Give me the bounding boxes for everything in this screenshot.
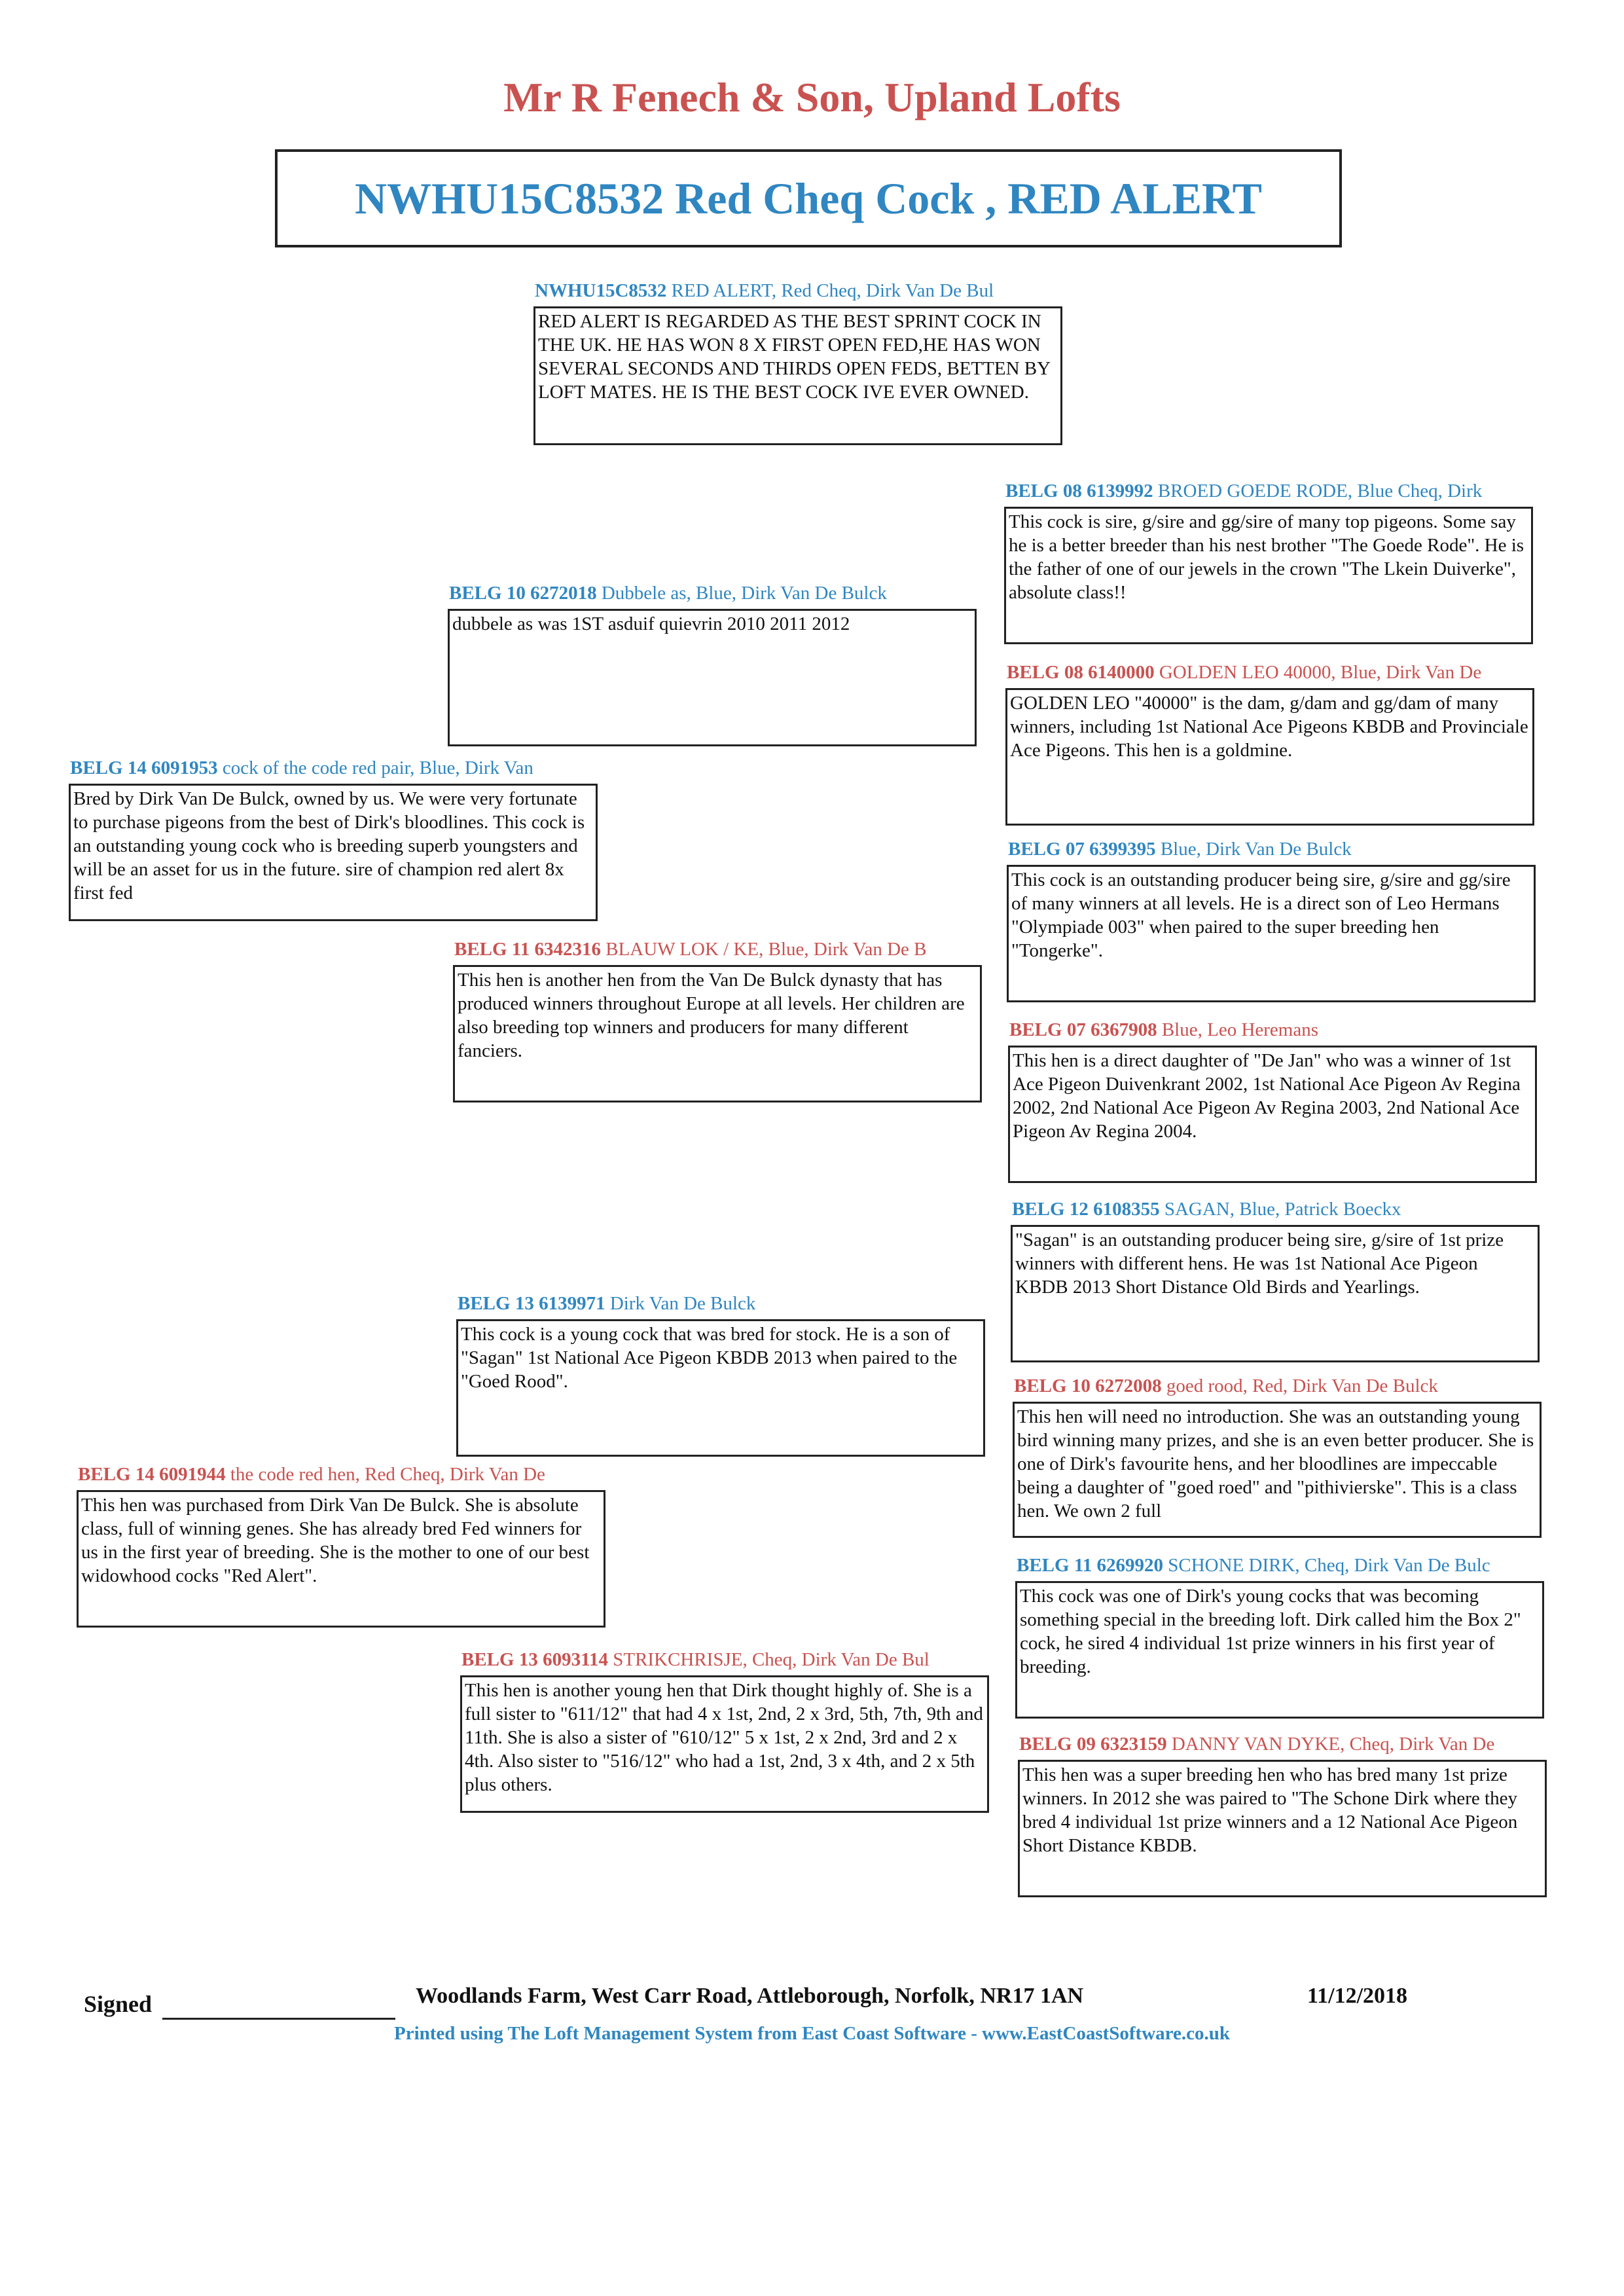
bird-description: goed rood, Red, Dirk Van De Bulck xyxy=(1166,1376,1438,1396)
loft-address: Woodlands Farm, West Carr Road, Attleborough, Norfolk, NR17 1AN xyxy=(416,1984,1084,2008)
bird-note-ggp-2: GOLDEN LEO "40000" is the dam, g/dam and gg/dam of many winners, including 1st National Ace Pigeons KBDB and Provinciale Ace Pigeons. This hen is a goldmine. xyxy=(1005,688,1534,826)
bird-ring-number: NWHU15C8532 xyxy=(535,280,667,301)
bird-note-ggp-8: This hen was a super breeding hen who has bred many 1st prize winners. In 2012 she was paired to "The Schone Dirk where they bred 4 individual 1st prize winners and a 12 National Ace Pigeon Short Distance KBDB. xyxy=(1018,1760,1547,1897)
bird-note-ggp-6: This hen will need no introduction. She was an outstanding young bird winning many prizes, and she is an even better producer. She is one of Dirk's favourite hens, and her bloodlines are impeccable being a daughter of "goed roed" and "pithivierske". This is a class hen. We own 2 full xyxy=(1013,1402,1542,1538)
bird-description: RED ALERT, Red Cheq, Dirk Van De Bul xyxy=(671,280,994,301)
bird-header-dam-dam xyxy=(461,1649,1018,1671)
bird-header-ggp-5 xyxy=(1012,1199,1588,1220)
bird-ring-number: BELG 10 6272008 xyxy=(1014,1376,1162,1396)
bird-description: SCHONE DIRK, Cheq, Dirk Van De Bulc xyxy=(1168,1555,1490,1576)
print-date: 11/12/2018 xyxy=(1307,1984,1408,2008)
bird-header-sire-sire xyxy=(449,583,1025,604)
bird-note-dam-sire: This cock is a young cock that was bred for stock. He is a son of "Sagan" 1st National Ace Pigeon KBDB 2013 when paired to the "Goed Rood". xyxy=(456,1319,985,1457)
bird-header-ggp-4 xyxy=(1009,1019,1585,1041)
bird-header-ggp-6 xyxy=(1014,1376,1590,1397)
bird-ring-number: BELG 07 6399395 xyxy=(1008,839,1156,860)
bird-note-sire-sire: dubbele as was 1ST asduif quievrin 2010 2011 2012 xyxy=(448,609,977,746)
bird-note-subject: RED ALERT IS REGARDED AS THE BEST SPRINT COCK IN THE UK. HE HAS WON 8 X FIRST OPEN FED,HE HAS WON SEVERAL SECONDS AND THIRDS OPEN FEDS, BETTEN BY LOFT MATES. HE IS THE BEST COCK IVE EVER OWNED. xyxy=(533,306,1062,445)
bird-note-dam-dam: This hen is another young hen that Dirk thought highly of. She is a full sister to "611/12" that had 4 x 1st, 2nd, 2 x 3rd, 5th, 7th, 9th and 11th. She is also a sister of "610/12" 5 x 1st, 2 x 2nd, 3rd and 2 x 4th. Also sister to "516/12" who had a 1st, 2nd, 3 x 4th, and 2 x 5th plus others. xyxy=(460,1675,989,1813)
bird-description: Blue, Leo Heremans xyxy=(1161,1019,1319,1040)
bird-header-ggp-8 xyxy=(1019,1734,1595,1755)
bird-ring-number: BELG 11 6342316 xyxy=(454,939,601,960)
bird-description: the code red hen, Red Cheq, Dirk Van De xyxy=(230,1464,545,1485)
bird-header-subject xyxy=(535,280,1124,302)
bird-ring-number: BELG 13 6139971 xyxy=(458,1293,605,1314)
bird-note-ggp-1: This cock is sire, g/sire and gg/sire of many top pigeons. Some say he is a better breeder than his nest brother "The Goede Rode". He is the father of one of our jewels in the crown "The Lkein Duiverke", absolute class!! xyxy=(1004,507,1533,644)
bird-ring-number: BELG 14 6091944 xyxy=(78,1464,226,1485)
bird-header-dam-sire xyxy=(458,1293,1034,1315)
bird-description: DANNY VAN DYKE, Cheq, Dirk Van De xyxy=(1171,1734,1495,1755)
bird-ring-number: BELG 08 6140000 xyxy=(1007,662,1155,683)
bird-note-sire-dam: This hen is another hen from the Van De Bulck dynasty that has produced winners throughout Europe at all levels. Her children are also breeding top winners and producers for many different fanciers. xyxy=(453,965,982,1102)
bird-ring-number: BELG 12 6108355 xyxy=(1012,1199,1160,1220)
bird-note-ggp-7: This cock was one of Dirk's young cocks that was becoming something special in the breeding loft. Dirk called him the Box 2" cock, he sired 4 individual 1st prize winners in his first year of breeding. xyxy=(1015,1581,1544,1719)
bird-ring-number: BELG 08 6139992 xyxy=(1005,481,1153,501)
bird-description: SAGAN, Blue, Patrick Boeckx xyxy=(1164,1199,1401,1220)
bird-note-ggp-5: "Sagan" is an outstanding producer being sire, g/sire of 1st prize winners with different hens. He was 1st National Ace Pigeon KBDB 2013 Short Distance Old Birds and Yearlings. xyxy=(1011,1225,1540,1362)
bird-note-ggp-3: This cock is an outstanding producer being sire, g/sire and gg/sire of many winners at all levels. He is a direct son of Leo Hermans "Olympiade 003" when paired to the super breeding hen "Tongerke". xyxy=(1007,865,1536,1002)
bird-note-sire: Bred by Dirk Van De Bulck, owned by us. We were very fortunate to purchase pigeons from the best of Dirk's bloodlines. This cock is an outstanding young cock who is breeding superb youngsters and will be an asset for us in the future. sire of champion red alert 8x first fed xyxy=(69,784,598,921)
bird-ring-number: BELG 13 6093114 xyxy=(461,1649,608,1670)
bird-ring-number: BELG 14 6091953 xyxy=(70,757,218,778)
bird-description: Blue, Dirk Van De Bulck xyxy=(1160,839,1352,860)
bird-description: BROED GOEDE RODE, Blue Cheq, Dirk xyxy=(1157,481,1483,501)
bird-note-ggp-4: This hen is a direct daughter of "De Jan" who was a winner of 1st Ace Pigeon Duivenkrant 2002, 1st National Ace Pigeon Av Regina 2002, 2nd National Ace Pigeon Av Regina 2003, 2nd National Ace Pigeon Av Regina 2004. xyxy=(1008,1046,1537,1183)
bird-description: BLAUW LOK / KE, Blue, Dirk Van De B xyxy=(605,939,927,960)
signed-label: Signed xyxy=(84,1991,153,2017)
bird-description: STRIKCHRISJE, Cheq, Dirk Van De Bul xyxy=(613,1649,929,1670)
bird-ring-number: BELG 11 6269920 xyxy=(1017,1555,1163,1576)
bird-header-ggp-7 xyxy=(1017,1555,1593,1576)
bird-header-dam xyxy=(78,1464,667,1485)
signature-line xyxy=(162,2018,395,2020)
bird-description: GOLDEN LEO 40000, Blue, Dirk Van De xyxy=(1159,662,1482,683)
printed-by-notice: Printed using The Loft Management System from East Coast Software - www.EastCoastSoftware.co.uk xyxy=(393,2023,1231,2044)
page-title: Mr R Fenech & Son, Upland Lofts xyxy=(503,74,1121,120)
bird-description: Dirk Van De Bulck xyxy=(609,1293,756,1314)
bird-header-ggp-2 xyxy=(1007,662,1583,683)
pedigree-banner: NWHU15C8532 Red Cheq Cock , RED ALERT xyxy=(275,149,1342,247)
bird-ring-number: BELG 09 6323159 xyxy=(1019,1734,1167,1755)
bird-header-sire xyxy=(70,757,659,779)
bird-description: Dubbele as, Blue, Dirk Van De Bulck xyxy=(601,583,887,604)
bird-header-ggp-3 xyxy=(1008,839,1584,860)
bird-header-sire-dam xyxy=(454,939,1004,960)
bird-ring-number: BELG 07 6367908 xyxy=(1009,1019,1157,1040)
bird-header-ggp-1 xyxy=(1005,481,1581,502)
bird-description: cock of the code red pair, Blue, Dirk Van xyxy=(222,757,533,778)
bird-ring-number: BELG 10 6272018 xyxy=(449,583,597,604)
bird-note-dam: This hen was purchased from Dirk Van De Bulck. She is absolute class, full of winning genes. She has already bred Fed winners for us in the first year of breeding. She is the mother to one of our best widowhood cocks "Red Alert". xyxy=(77,1490,605,1628)
